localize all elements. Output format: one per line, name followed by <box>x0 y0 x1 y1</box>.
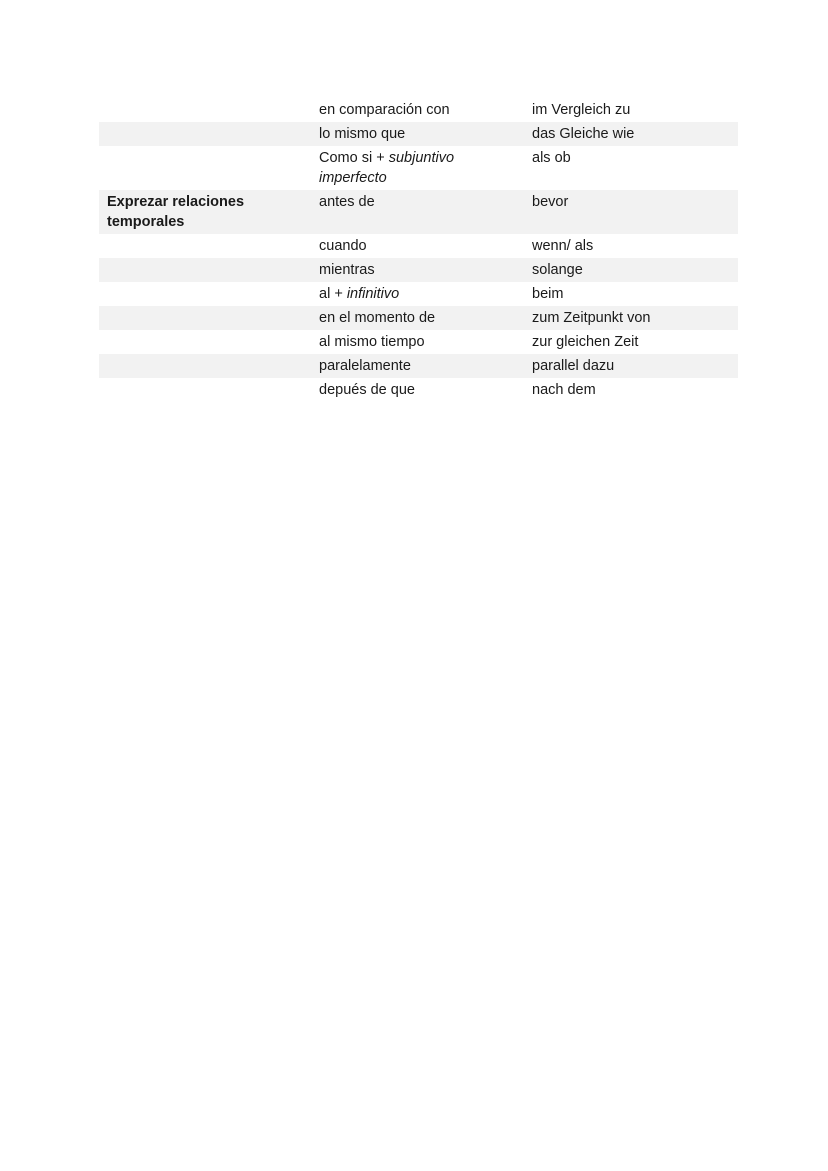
german-cell: das Gleiche wie <box>524 122 738 146</box>
table-row <box>99 354 738 378</box>
table-row <box>99 122 738 146</box>
spanish-cell: paralelamente <box>311 354 524 378</box>
table-row <box>99 330 738 354</box>
table-row <box>99 190 738 234</box>
category-cell <box>99 122 311 146</box>
spanish-cell <box>311 282 524 306</box>
category-cell <box>99 330 311 354</box>
spanish-italic-text: subjuntivo imperfecto <box>319 150 455 186</box>
category-cell <box>99 258 311 282</box>
german-cell: solange <box>524 258 738 282</box>
german-cell: nach dem <box>532 382 596 398</box>
german-cell: zur gleichen Zeit <box>532 334 639 350</box>
category-cell: Exprezar relaciones temporales <box>99 190 311 234</box>
table-row <box>99 282 738 306</box>
document-page <box>99 98 738 402</box>
table-row <box>99 146 738 190</box>
spanish-cell: cuando <box>319 238 367 254</box>
german-cell: zum Zeitpunkt von <box>524 306 738 330</box>
spanish-cell: en el momento de <box>311 306 524 330</box>
spanish-text: Como si + <box>319 150 389 166</box>
german-cell: beim <box>532 286 564 302</box>
spanish-cell: depués de que <box>319 382 415 398</box>
table-row <box>99 378 738 402</box>
table-row <box>99 258 738 282</box>
category-cell <box>99 378 311 402</box>
table-row <box>99 98 738 122</box>
category-cell <box>99 234 311 258</box>
spanish-cell: al mismo tiempo <box>319 334 425 350</box>
spanish-cell <box>311 146 524 190</box>
table-row <box>99 306 738 330</box>
german-cell: als ob <box>532 150 571 166</box>
category-cell <box>99 146 311 190</box>
german-cell: im Vergleich zu <box>532 102 631 118</box>
spanish-cell: en comparación con <box>319 102 450 118</box>
table-row <box>99 234 738 258</box>
vocabulary-table <box>99 98 738 402</box>
german-cell: parallel dazu <box>524 354 738 378</box>
category-cell <box>99 98 311 122</box>
category-cell <box>99 354 311 378</box>
category-cell <box>99 282 311 306</box>
spanish-cell: antes de <box>311 190 524 234</box>
german-cell: bevor <box>524 190 738 234</box>
german-cell: wenn/ als <box>532 238 594 254</box>
spanish-italic-text: infinitivo <box>346 286 400 302</box>
category-cell <box>99 306 311 330</box>
spanish-cell: mientras <box>311 258 524 282</box>
spanish-text: al + <box>319 286 347 302</box>
spanish-cell: lo mismo que <box>311 122 524 146</box>
